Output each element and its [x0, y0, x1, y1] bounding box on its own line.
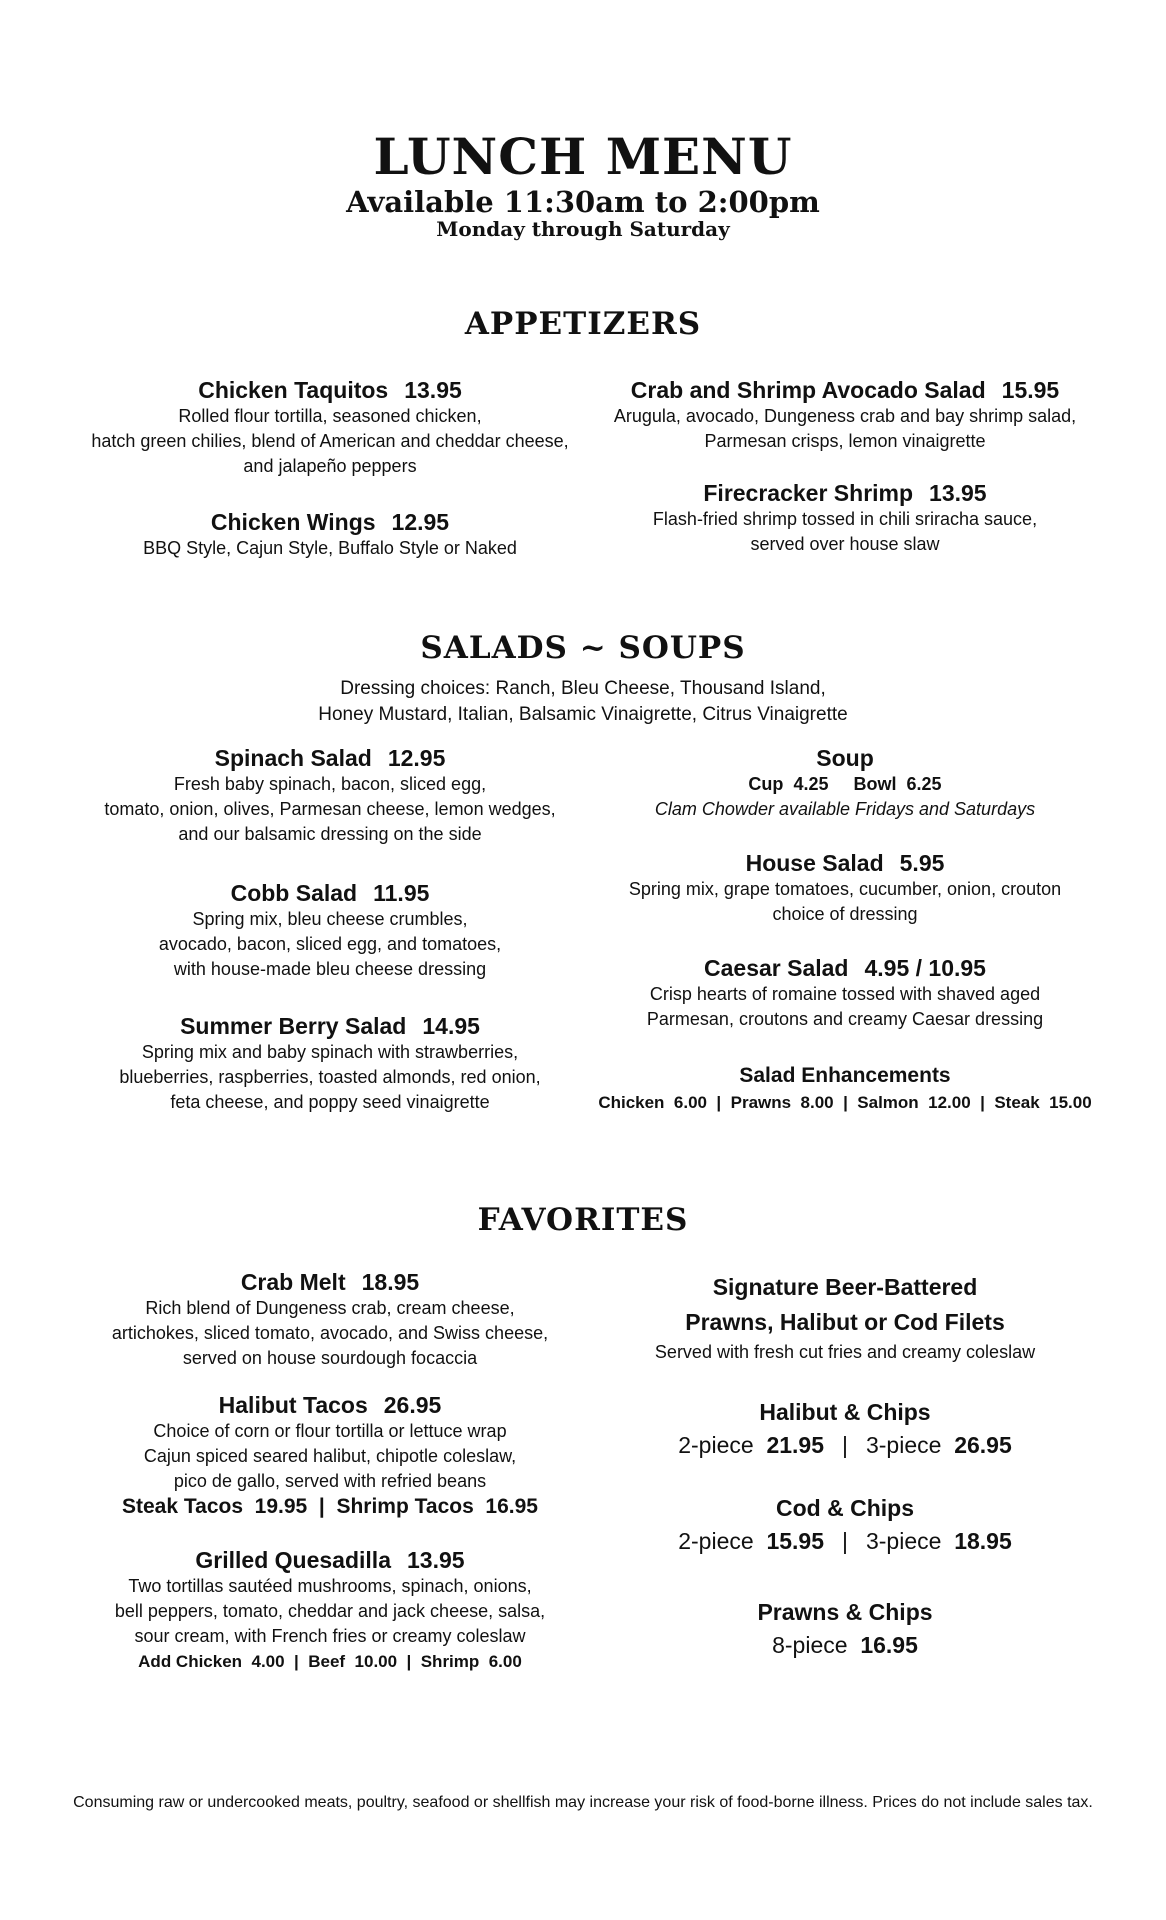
- item-desc-line: Crisp hearts of romaine tossed with shaved aged: [649, 984, 1041, 1004]
- piece-price: 15.95: [766, 1528, 824, 1554]
- dressing-choices: [0, 676, 1166, 728]
- appetizers-right-column: [590, 376, 1100, 557]
- item-desc-line: and jalapeño peppers: [243, 456, 417, 476]
- item-desc-line: Flash-fried shrimp tossed in chili sriracha sauce,: [652, 509, 1038, 529]
- item-desc-line: pico de gallo, served with refried beans: [173, 1471, 487, 1491]
- item-desc-line: Arugula, avocado, Dungeness crab and bay shrimp salad,: [613, 406, 1077, 426]
- taco-variations: Steak Tacos 19.95 | Shrimp Tacos 16.95: [122, 1495, 538, 1518]
- item-desc-line: Rolled flour tortilla, seasoned chicken,: [178, 406, 482, 426]
- menu-item-signature-beer-battered: [590, 1270, 1100, 1365]
- dressing-line: Honey Mustard, Italian, Balsamic Vinaigrette, Citrus Vinaigrette: [318, 704, 848, 725]
- item-desc-line: Rich blend of Dungeness crab, cream cheese,: [145, 1298, 515, 1318]
- salads-left-column: [80, 744, 580, 1115]
- cod-chips-prices: [590, 1525, 1100, 1557]
- favorites-left-column: [80, 1268, 580, 1674]
- halibut-chips-prices: [590, 1429, 1100, 1461]
- menu-item-chicken-wings: [80, 508, 580, 561]
- price-separator: |: [842, 1528, 848, 1554]
- item-name: Firecracker Shrimp: [703, 480, 914, 506]
- item-desc-line: tomato, onion, olives, Parmesan cheese, lemon wedges,: [104, 799, 556, 819]
- piece-price: 21.95: [766, 1432, 824, 1458]
- section-title-appetizers: APPETIZERS: [464, 306, 702, 342]
- item-price: 12.95: [391, 509, 450, 535]
- item-desc-line: sour cream, with French fries or creamy coleslaw: [134, 1626, 526, 1646]
- item-desc-line: served over house slaw: [750, 534, 940, 554]
- item-desc-line: feta cheese, and poppy seed vinaigrette: [170, 1092, 490, 1112]
- section-title-favorites: FAVORITES: [477, 1202, 689, 1238]
- item-name: Cobb Salad: [230, 880, 358, 906]
- item-price: 15.95: [1001, 377, 1060, 403]
- item-name: Halibut & Chips: [759, 1399, 931, 1425]
- item-name: Salad Enhancements: [739, 1064, 951, 1087]
- item-name: Cod & Chips: [776, 1495, 914, 1521]
- price-separator: |: [842, 1432, 848, 1458]
- menu-item-caesar-salad: [590, 954, 1100, 1032]
- item-name: Grilled Quesadilla: [195, 1547, 391, 1573]
- item-desc-line: served on house sourdough focaccia: [182, 1348, 478, 1368]
- signature-line-2: Prawns, Halibut or Cod Filets: [685, 1309, 1005, 1335]
- menu-item-chicken-taquitos: [80, 376, 580, 479]
- item-name: Prawns & Chips: [757, 1599, 933, 1625]
- food-safety-disclaimer: Consuming raw or undercooked meats, poultry, seafood or shellfish may increase your risk of food-borne illness. Prices do not include sales tax.: [73, 1794, 1093, 1811]
- menu-item-cod-chips: [590, 1491, 1100, 1557]
- item-desc-line: hatch green chilies, blend of American and cheddar cheese,: [91, 431, 569, 451]
- item-price: 5.95: [899, 850, 945, 876]
- menu-item-halibut-chips: [590, 1395, 1100, 1461]
- prawns-chips-prices: [590, 1629, 1100, 1661]
- menu-item-crab-melt: [80, 1268, 580, 1371]
- piece-price: 18.95: [954, 1528, 1012, 1554]
- dressing-line: Dressing choices: Ranch, Bleu Cheese, Thousand Island,: [340, 678, 826, 699]
- item-name: Chicken Wings: [210, 509, 376, 535]
- salad-enhancements: [590, 1062, 1100, 1115]
- item-name: Crab and Shrimp Avocado Salad: [630, 377, 986, 403]
- item-name: Soup: [816, 745, 874, 771]
- item-name: Summer Berry Salad: [180, 1013, 407, 1039]
- menu-item-house-salad: [590, 849, 1100, 927]
- item-price: 14.95: [422, 1013, 480, 1039]
- menu-header: [0, 128, 1166, 240]
- item-name: Chicken Taquitos: [198, 377, 389, 403]
- item-desc-line: bell peppers, tomato, cheddar and jack cheese, salsa,: [114, 1601, 546, 1621]
- menu-title: LUNCH MENU: [373, 127, 793, 186]
- piece-label: 2-piece: [678, 1432, 754, 1458]
- signature-line-1: Signature Beer-Battered: [712, 1274, 978, 1300]
- signature-desc: Served with fresh cut fries and creamy coleslaw: [654, 1342, 1036, 1362]
- menu-hours: Available 11:30am to 2:00pm: [346, 185, 820, 219]
- item-price: 13.95: [404, 377, 462, 403]
- soup-cup-label: Cup: [748, 774, 784, 794]
- enhancement-prices: Chicken 6.00 | Prawns 8.00 | Salmon 12.00 | Steak 15.00: [598, 1093, 1092, 1112]
- menu-item-firecracker-shrimp: [590, 479, 1100, 557]
- item-name: House Salad: [745, 850, 884, 876]
- quesadilla-addons: Add Chicken 4.00 | Beef 10.00 | Shrimp 6.00: [138, 1652, 522, 1671]
- piece-price: 16.95: [860, 1632, 918, 1658]
- menu-item-halibut-tacos: [80, 1391, 580, 1520]
- salads-right-column: [590, 744, 1100, 1115]
- item-price: 18.95: [361, 1269, 420, 1295]
- item-name: Halibut Tacos: [218, 1392, 368, 1418]
- item-price: 13.95: [929, 480, 987, 506]
- item-desc-line: and our balsamic dressing on the side: [178, 824, 482, 844]
- item-desc-line: with house-made bleu cheese dressing: [173, 959, 487, 979]
- item-price: 12.95: [387, 745, 446, 771]
- item-price: 26.95: [383, 1392, 442, 1418]
- item-desc-line: choice of dressing: [772, 904, 918, 924]
- menu-item-grilled-quesadilla: [80, 1546, 580, 1674]
- item-desc-line: Cajun spiced seared halibut, chipotle coleslaw,: [143, 1446, 517, 1466]
- soup-bowl-label: Bowl: [853, 774, 897, 794]
- item-name: Caesar Salad: [704, 955, 849, 981]
- item-desc-line: Fresh baby spinach, bacon, sliced egg,: [173, 774, 487, 794]
- appetizers-left-column: [80, 376, 580, 561]
- item-desc-line: Parmesan crisps, lemon vinaigrette: [704, 431, 986, 451]
- piece-label: 3-piece: [865, 1528, 942, 1554]
- item-name: Spinach Salad: [214, 745, 372, 771]
- menu-item-cobb-salad: [80, 879, 580, 982]
- item-price: 13.95: [407, 1547, 465, 1573]
- item-desc-line: Two tortillas sautéed mushrooms, spinach, onions,: [128, 1576, 532, 1596]
- section-title-salads-soups: SALADS ~ SOUPS: [420, 630, 746, 666]
- menu-item-soup: [590, 744, 1100, 822]
- item-name: Crab Melt: [240, 1269, 346, 1295]
- item-desc-line: artichokes, sliced tomato, avocado, and Swiss cheese,: [111, 1323, 549, 1343]
- soup-cup-price: 4.25: [793, 774, 829, 794]
- soup-prices: [590, 772, 1100, 797]
- soup-note: Clam Chowder available Fridays and Saturdays: [654, 799, 1036, 819]
- piece-label: 8-piece: [772, 1632, 848, 1658]
- item-desc-line: Parmesan, croutons and creamy Caesar dressing: [646, 1009, 1044, 1029]
- menu-item-summer-berry-salad: [80, 1012, 580, 1115]
- item-price: 11.95: [373, 880, 430, 906]
- menu-item-crab-shrimp-salad: [590, 376, 1100, 454]
- item-desc-line: Choice of corn or flour tortilla or lettuce wrap: [153, 1421, 507, 1441]
- piece-price: 26.95: [954, 1432, 1012, 1458]
- item-desc-line: Spring mix, grape tomatoes, cucumber, onion, crouton: [628, 879, 1062, 899]
- piece-label: 3-piece: [865, 1432, 942, 1458]
- menu-item-prawns-chips: [590, 1595, 1100, 1661]
- item-desc-line: BBQ Style, Cajun Style, Buffalo Style or Naked: [143, 538, 517, 558]
- soup-bowl-price: 6.25: [906, 774, 942, 794]
- favorites-right-column: [590, 1270, 1100, 1661]
- menu-days: Monday through Saturday: [436, 217, 730, 241]
- piece-label: 2-piece: [678, 1528, 754, 1554]
- item-desc-line: Spring mix and baby spinach with strawberries,: [141, 1042, 519, 1062]
- menu-item-spinach-salad: [80, 744, 580, 847]
- item-desc-line: Spring mix, bleu cheese crumbles,: [192, 909, 468, 929]
- item-desc-line: blueberries, raspberries, toasted almonds, red onion,: [119, 1067, 541, 1087]
- item-price: 4.95 / 10.95: [864, 955, 986, 981]
- item-desc-line: avocado, bacon, sliced egg, and tomatoes,: [158, 934, 502, 954]
